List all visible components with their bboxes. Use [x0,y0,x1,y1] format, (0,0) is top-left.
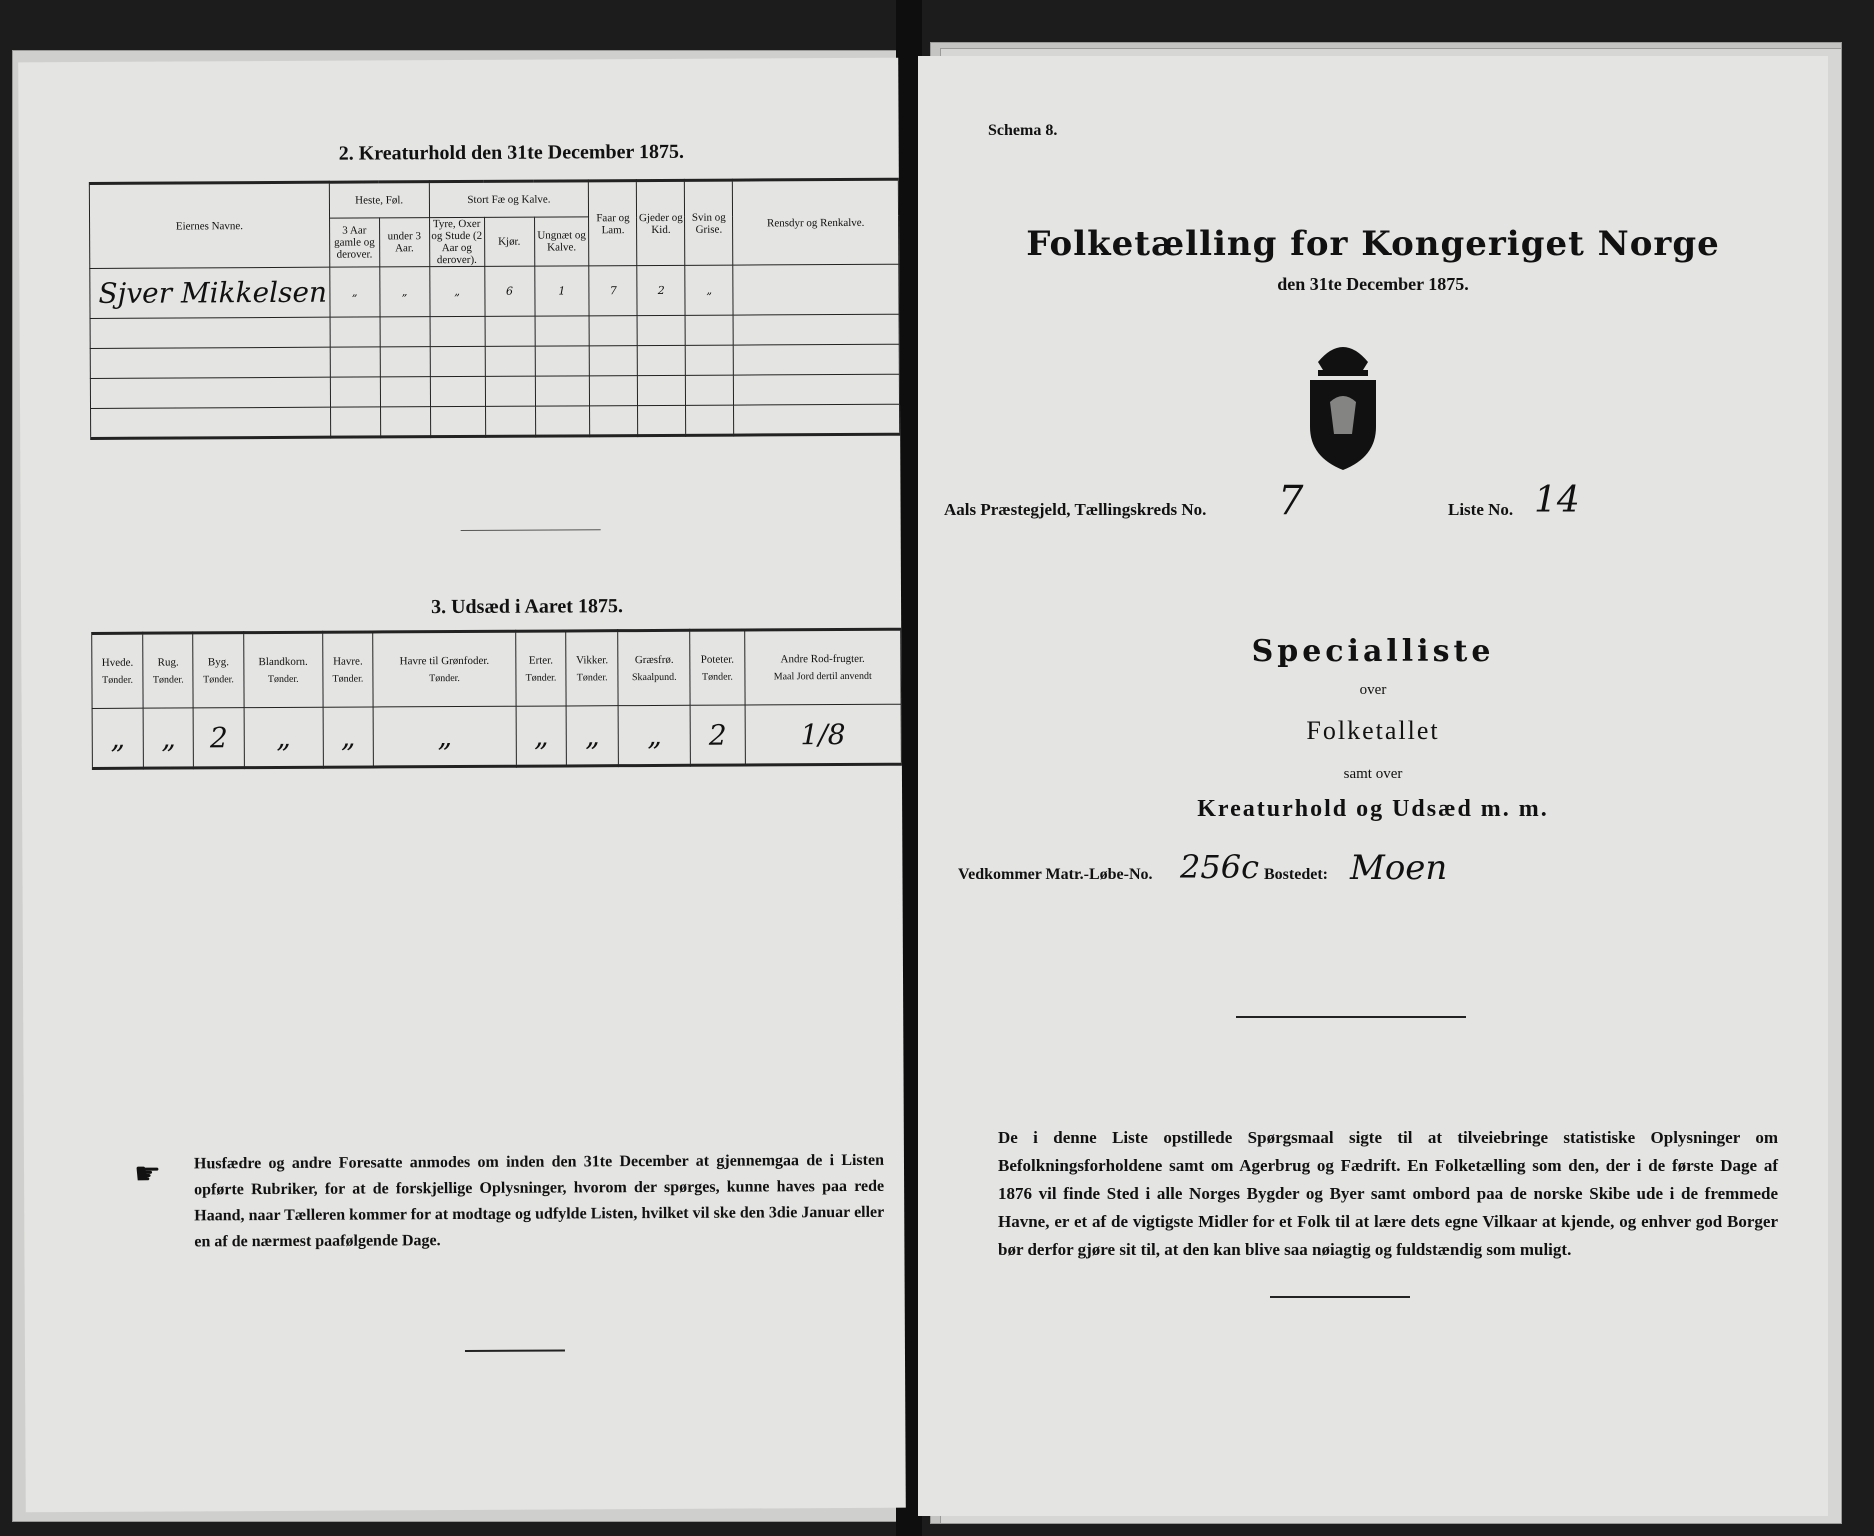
col-stort: Stort Fæ og Kalve. [429,181,589,218]
crop-col-name: Byg. [207,656,229,669]
crop-value-cell: 2 [691,705,745,765]
crop-col-header [690,630,745,705]
crop-col-name: Erter. [528,654,554,667]
table-row [90,264,899,318]
coat-of-arms-icon [1288,332,1398,472]
col-heste-b: under 3 Aar. [379,218,429,267]
cell-stort-c: 1 [534,266,589,316]
crop-col-unit: Tønder. [152,674,184,686]
crop-col-header [193,633,244,708]
kreaturhold-text: Kreaturhold og Udsæd m. m. [1197,796,1549,822]
crop-col-header [143,633,194,708]
crop-col-unit: Tønder. [203,674,234,686]
col-heste: Heste, Føl. [329,182,429,219]
crop-col-unit: Tønder. [702,671,733,683]
crop-col-name: Græsfrø. [634,653,674,667]
col-svin: Svin og Grise. [685,180,733,265]
crop-value-cell: „ [92,708,144,768]
crop-value-cell: „ [566,706,618,766]
col-rensdyr: Rensdyr og Renkalve. [733,179,899,265]
matr-number: 256c [1180,848,1259,886]
col-stort-b: Kjør. [484,217,534,266]
section3-title: 3. Udsæd i Aaret 1875. [431,595,623,619]
col-heste-a: 3 Aar gamle og derover. [329,218,379,267]
page-title: Folketælling for Kongeriget Norge [1026,224,1720,264]
crop-col-unit: Tønder. [267,673,299,686]
crop-col-unit: Skaalpund. [631,671,677,684]
crop-value-cell: „ [618,705,690,765]
intro-text: De i denne Liste opstillede Spørgsmaal sigte til at tilveiebringe statistiske Oplysninger om Befolkningsforholdene samt om Agerbrug og Fædrift. En Folketælling som den, der i de første Dage af 1876 vil finde Sted i alle Norges Bygder og Byer samt ombord paa de norske Skibe ude i de fremmede Havne, er et af de vigtigste Midler for et Folk til at lære dets egne Vilkaar at kjende, og enhver god Borger bør derfor gjøre sit til, at den kan blive saa nøiagtig og fuldstændig som muligt. [998,1128,1778,1259]
schema-label: Schema 8. [988,122,1058,139]
crop-col-header [373,631,516,707]
table-row [90,374,899,408]
cell-stort-a: „ [429,266,484,316]
crop-value-cell: „ [244,707,324,767]
crop-table [91,628,902,770]
col-stort-a: Tyre, Oxer og Stude (2 Aar og derover). [429,217,484,266]
crop-col-name: Havre til Grønfoder. [399,654,490,668]
crop-value-cell: „ [143,708,194,768]
district-label: Aals Præstegjeld, Tællingskreds No. [944,500,1207,519]
specialliste-heading: Specialliste [1251,634,1495,669]
livestock-table [89,178,900,440]
crop-value-cell: „ [516,706,567,766]
cell-heste-a: „ [330,267,380,317]
notice-text: Husfædre og andre Foresatte anmodes om inden den 31te December at gjennemgaa de i Listen opførte Rubriker, for at de forskjellige Oplysninger, hvorom der spørges, kunne haves paa rede Haand, naar Tælleren kommer for at modtage og udfylde Listen, hvilket vil ske den 3die Januar eller en af de nærmest paafølgende Dage. [193,1151,885,1251]
crop-col-unit: Tønder. [576,672,608,684]
crop-col-name: Andre Rod-frugter. [780,652,865,666]
cell-faar: 7 [589,266,637,316]
divider [461,529,601,531]
crop-col-unit: Tønder. [429,673,460,685]
bosted-label: Bostedet: [1264,866,1328,883]
crop-col-header [516,631,567,706]
crop-col-name: Poteter. [700,653,735,666]
divider [1236,1016,1466,1018]
divider [465,1349,565,1352]
liste-label: Liste No. [1448,500,1514,519]
cell-stort-b: 6 [484,266,534,316]
crop-col-unit: Tønder. [332,673,364,685]
col-faar: Faar og Lam. [589,181,637,266]
crop-col-name: Rug. [157,656,179,669]
owner-name: Sjver Mikkelsen [90,267,330,318]
crop-col-unit: Tønder. [525,672,557,684]
crop-col-header [618,630,691,705]
crop-col-name: Vikker. [576,654,609,667]
right-page [918,56,1828,1516]
cell-rensdyr [733,264,899,315]
section2-title: 2. Kreaturhold den 31te December 1875. [338,140,685,165]
left-page [18,58,906,1513]
col-owner: Eiernes Navne. [89,182,329,268]
census-date: den 31te December 1875. [1277,274,1469,294]
crop-col-header [566,631,619,706]
cell-gjeder: 2 [637,265,685,315]
crop-col-header [92,633,144,708]
table-row [92,704,901,768]
crop-col-header [744,629,901,705]
divider [1270,1296,1410,1298]
crop-col-name: Hvede. [101,656,134,669]
samt-over-text: samt over [1343,766,1403,782]
crop-value-cell: 1/8 [745,704,902,765]
liste-number: 14 [1534,480,1580,521]
folketallet-text: Folketallet [1306,716,1440,745]
district-number: 7 [1278,478,1304,524]
cell-heste-b: „ [380,267,430,317]
col-stort-c: Ungnæt og Kalve. [534,217,589,266]
crop-col-header [243,632,323,707]
matr-label: Vedkommer Matr.-Løbe-No. [958,866,1153,883]
crop-value-cell: 2 [194,708,245,768]
crop-value-cell: „ [373,706,516,767]
crop-col-unit: Tønder. [102,674,134,686]
col-gjeder: Gjeder og Kid. [637,180,685,265]
table-row [91,404,900,438]
table-row [90,344,899,378]
crop-col-name: Havre. [333,655,363,668]
crop-value-cell: „ [323,707,374,767]
bosted-name: Moen [1350,848,1448,888]
crop-col-name: Blandkorn. [258,655,308,669]
pointing-hand-icon: ☛ [133,1157,162,1191]
table-row [90,314,899,348]
cell-svin: „ [685,265,733,315]
crop-col-header [323,632,374,707]
crop-col-unit: Maal Jord dertil anvendt [773,670,872,683]
over-text: over [1359,682,1387,698]
